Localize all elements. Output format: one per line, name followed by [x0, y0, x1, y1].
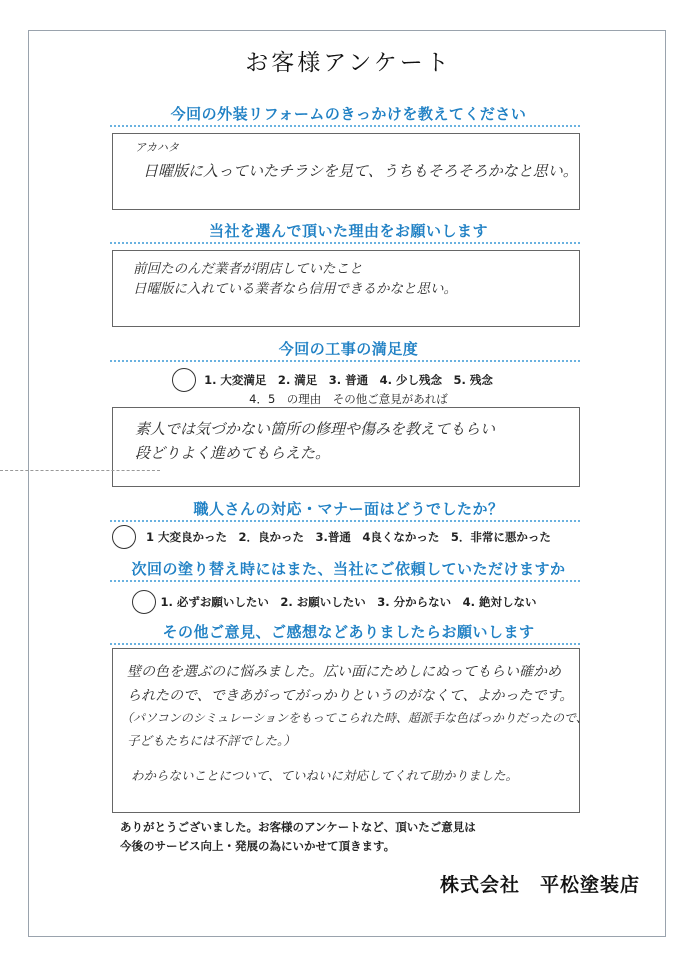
q1-dotted-rule	[110, 125, 580, 127]
q3-answer-line2: 段どりよく進めてもらえた。	[135, 444, 331, 462]
thanks-line1: ありがとうございました。お客様のアンケートなど、頂いたご意見は	[120, 820, 476, 834]
q2-answer-box	[112, 250, 580, 327]
fold-dashed-line	[0, 470, 160, 471]
survey-title: お客様アンケート	[245, 50, 452, 76]
q6-line4: 子どもたちには不評でした。）	[127, 733, 296, 748]
q6-line5: わからないことについて、ていねいに対応してくれて助かりました。	[131, 768, 519, 783]
thanks-line2: 今後のサービス向上・発展の為にいかせて頂きます。	[120, 839, 396, 853]
q6-dotted-rule	[110, 643, 580, 645]
q1-title: 今回の外装リフォームのきっかけを教えてください	[170, 105, 527, 123]
q1-answer: 日曜版に入っていたチラシを見て、うちもそろそろかなと思い。	[143, 162, 578, 180]
q3-answer-line1: 素人では気づかない箇所の修理や傷みを教えてもらい	[135, 420, 496, 438]
q3-selected-circle	[172, 368, 196, 392]
q3-options: 1. 大変満足 2. 満足 3. 普通 4. 少し残念 5. 残念	[204, 373, 493, 387]
q4-options: 1 大変良かった 2．良かった 3.普通 4良くなかった 5．非常に悪かった	[146, 530, 551, 544]
q5-dotted-rule	[110, 580, 580, 582]
q5-title: 次回の塗り替え時にはまた、当社にご依頼していただけますか	[131, 560, 566, 578]
company-name: 株式会社 平松塗装店	[439, 874, 640, 896]
q3-dotted-rule	[110, 360, 580, 362]
q3-reason-prompt: 4．5 の理由 その他ご意見があれば	[249, 392, 448, 406]
q2-answer-line1: 前回たのんだ業者が閉店していたこと	[133, 261, 363, 277]
q4-selected-circle	[112, 525, 136, 549]
q2-title: 当社を選んで頂いた理由をお願いします	[208, 222, 488, 240]
q2-dotted-rule	[110, 242, 580, 244]
q4-title: 職人さんの対応・マナー面はどうでしたか？	[193, 500, 504, 518]
q6-line2: られたので、できあがってがっかりというのがなくて、よかったです。	[127, 688, 574, 704]
q5-options: 1. 必ずお願いしたい 2. お願いしたい 3. 分からない 4. 絶対しない	[160, 595, 537, 609]
q3-title: 今回の工事の満足度	[278, 340, 419, 358]
q6-answer-box	[112, 648, 588, 813]
q1-answer-box	[112, 133, 580, 210]
q6-line1: 壁の色を選ぶのに悩みました。広い面にためしにぬってもらい確かめ	[127, 664, 561, 680]
q1-ruby: アカハタ	[135, 141, 179, 154]
q6-line3: （パソコンのシミュレーションをもってこられた時、超派手な色ばっかりだったので、	[121, 711, 588, 725]
q6-title: その他ご意見、ご感想などありましたらお願いします	[162, 623, 535, 641]
q2-answer-line2: 日曜版に入れている業者なら信用できるかなと思い。	[133, 281, 457, 297]
q5-selected-circle	[132, 590, 156, 614]
q3-answer-box	[112, 407, 580, 487]
q4-dotted-rule	[110, 520, 580, 522]
